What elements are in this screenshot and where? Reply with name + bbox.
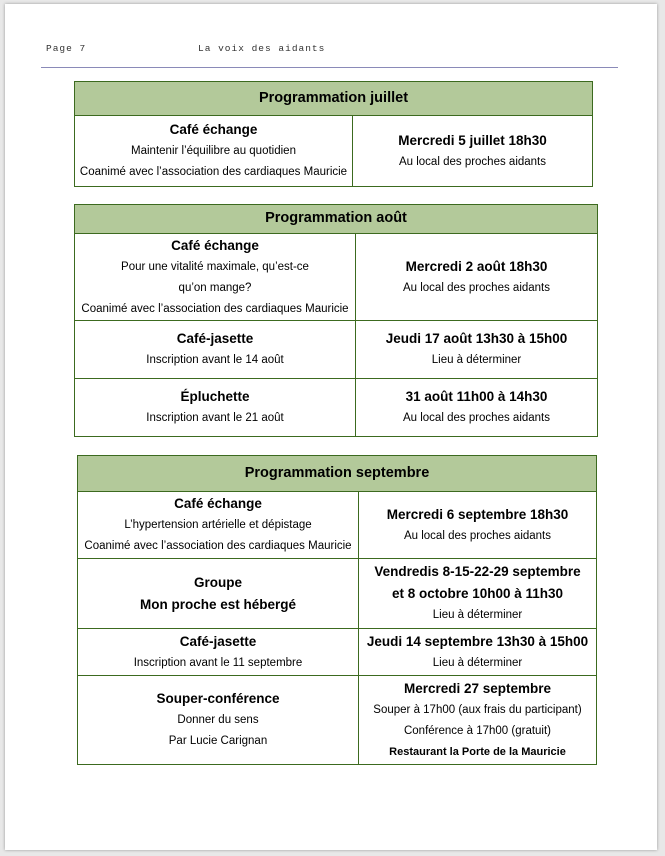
event-date: et 8 octobre 10h00 à 11h30: [391, 586, 564, 601]
event-date: Mercredi 5 juillet 18h30: [398, 132, 547, 148]
event-detail: Maintenir l’équilibre au quotidien: [131, 145, 296, 157]
event-detail: Inscription avant le 11 septembre: [133, 656, 303, 669]
event-location: Lieu à déterminer: [432, 609, 523, 621]
event-detail: Inscription avant le 21 août: [146, 412, 284, 424]
schedule-cell: [359, 676, 596, 764]
table-row: [75, 379, 597, 436]
event-location: Au local des proches aidants: [398, 155, 547, 168]
schedule-cell: [356, 234, 597, 320]
event-date: Jeudi 17 août 13h30 à 15h00: [385, 331, 568, 346]
event-detail: qu’on mange?: [178, 281, 252, 294]
event-cell: [78, 492, 359, 558]
event-date: Mercredi 2 août 18h30: [405, 258, 548, 274]
event-detail: Coanimé avec l’association des cardiaques Mauricie: [84, 540, 352, 552]
table-row: [78, 676, 596, 764]
event-location: Au local des proches aidants: [402, 281, 551, 294]
event-name: Mon proche est hébergé: [139, 596, 297, 612]
header-rule: [41, 67, 618, 68]
event-detail: Inscription avant le 14 août: [146, 354, 284, 366]
event-name: Souper-conférence: [156, 691, 280, 706]
event-name: Café échange: [171, 237, 259, 253]
event-detail: L’hypertension artérielle et dépistage: [124, 519, 312, 531]
event-detail: Conférence à 17h00 (gratuit): [403, 725, 552, 737]
event-date: Jeudi 14 septembre 13h30 à 15h00: [366, 633, 589, 649]
table-row: [78, 629, 596, 676]
schedule-cell: [359, 559, 596, 628]
event-name: Café échange: [169, 122, 258, 137]
table-title: Programmation juillet: [75, 82, 592, 116]
table-aout: [74, 204, 598, 437]
event-cell: [78, 629, 359, 675]
table-row: [75, 116, 592, 186]
event-detail: Pour une vitalité maximale, qu’est-ce: [121, 260, 309, 273]
event-cell: [75, 116, 353, 186]
event-detail: Souper à 17h00 (aux frais du participant): [373, 704, 582, 716]
schedule-cell: [356, 379, 597, 436]
event-name: Épluchette: [180, 389, 250, 404]
event-location: Au local des proches aidants: [403, 529, 552, 542]
event-location: Restaurant la Porte de la Mauricie: [389, 746, 566, 758]
event-date: Vendredis 8-15-22-29 septembre: [374, 564, 581, 579]
event-cell: [75, 321, 356, 378]
table-title: Programmation septembre: [78, 456, 596, 492]
schedule-cell: [356, 321, 597, 378]
table-row: [75, 321, 597, 379]
table-row: [75, 234, 597, 321]
document-page: [5, 4, 657, 850]
table-title: Programmation août: [75, 205, 597, 234]
event-location: Au local des proches aidants: [402, 412, 551, 424]
event-date: Mercredi 27 septembre: [403, 681, 552, 696]
event-name: Café-jasette: [176, 331, 254, 346]
event-date: 31 août 11h00 à 14h30: [405, 389, 548, 404]
event-name: Groupe: [193, 574, 242, 590]
event-cell: [78, 559, 359, 628]
table-septembre: [77, 455, 597, 765]
event-detail: Par Lucie Carignan: [168, 735, 268, 747]
schedule-cell: [353, 116, 592, 186]
table-row: [78, 492, 596, 559]
event-location: Lieu à déterminer: [432, 656, 523, 669]
event-date: Mercredi 6 septembre 18h30: [386, 506, 569, 522]
schedule-cell: [359, 492, 596, 558]
event-cell: [75, 379, 356, 436]
newsletter-title: La voix des aidants: [198, 43, 326, 54]
event-name: Café échange: [174, 496, 262, 511]
event-location: Lieu à déterminer: [431, 354, 522, 366]
table-row: [78, 559, 596, 629]
event-detail: Coanimé avec l’association des cardiaques Mauricie: [81, 302, 349, 315]
event-detail: Coanimé avec l’association des cardiaques Mauricie: [79, 166, 348, 178]
event-cell: [75, 234, 356, 320]
page-number: Page 7: [46, 43, 87, 54]
event-cell: [78, 676, 359, 764]
schedule-cell: [359, 629, 596, 675]
table-juillet: [74, 81, 593, 187]
event-detail: Donner du sens: [177, 714, 259, 726]
event-name: Café-jasette: [179, 633, 257, 649]
